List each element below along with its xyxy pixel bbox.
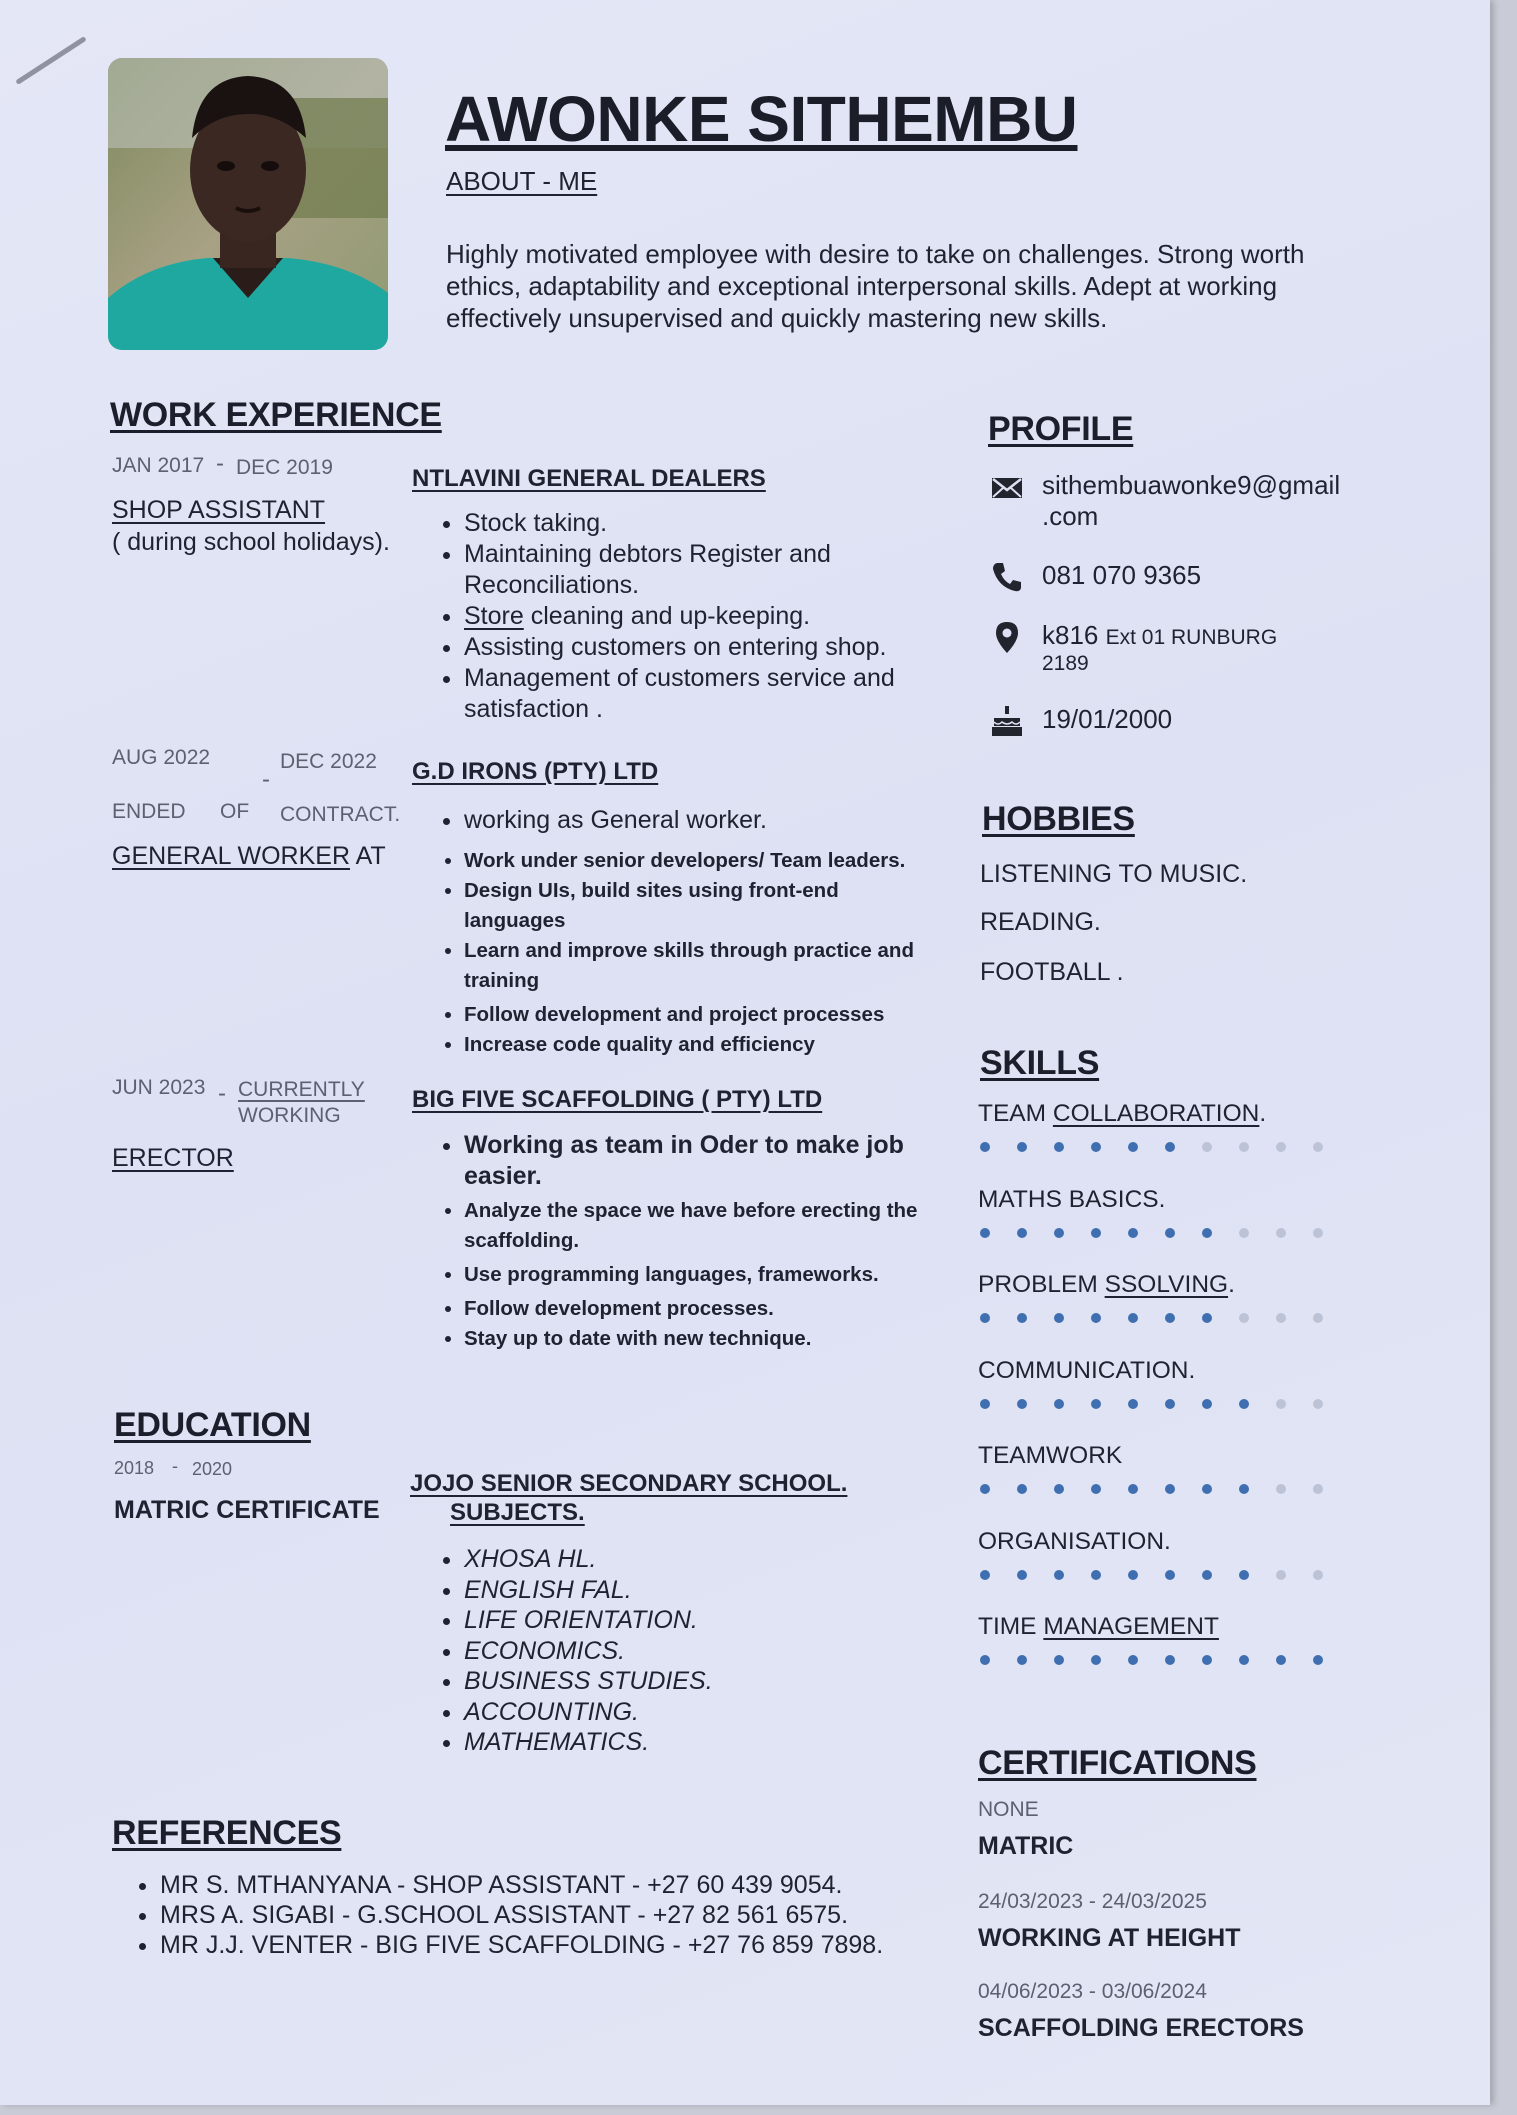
hobbies-title: HOBBIES [982,800,1135,838]
subject-item: • MATHEMATICS. [464,1727,864,1758]
duty-item: • Design UIs, build sites using front-end languages [464,876,934,936]
rating-dot-filled [980,1655,990,1665]
rating-dot-filled [1128,1484,1138,1494]
duty-item: • Work under senior developers/ Team leaders. [464,846,934,876]
skill-name: MATHS BASICS. [978,1185,1166,1213]
rating-dot-filled [1239,1655,1249,1665]
education-qualification: MATRIC CERTIFICATE [114,1496,380,1524]
duty-item: • Analyze the space we have before erecting the scaffolding. [464,1196,934,1256]
reference-item: • MR S. MTHANYANA - SHOP ASSISTANT - +27 60 439 9054. [160,1870,980,1900]
skills-title: SKILLS [980,1044,1100,1082]
skill-name: PROBLEM SSOLVING. [978,1271,1235,1298]
rating-dot-filled [1165,1313,1175,1323]
job-3-end: CURRENTLY [238,1078,365,1101]
rating-dot-filled [1276,1655,1286,1665]
address-code: 2189 [1042,652,1089,675]
rating-dot-filled [1202,1313,1212,1323]
job-2-ended-1: ENDED [112,800,186,823]
rating-dot-filled [1239,1399,1249,1409]
cert-date: 04/06/2023 - 03/06/2024 [978,1980,1207,2003]
rating-dot-empty [1313,1484,1323,1494]
job-3-role: ERECTOR [112,1144,234,1172]
address-main: k816 [1042,620,1099,650]
rating-dot-filled [1054,1570,1064,1580]
email-row [990,470,1340,532]
rating-dot-filled [1165,1142,1175,1152]
rating-dot-filled [1128,1570,1138,1580]
job-2-role-suffix: AT [355,842,386,870]
duty-item: • Working as team in Oder to make job easier. [464,1130,934,1192]
skill-rating [980,1313,1323,1323]
phone-icon [990,560,1024,594]
subject-item: • LIFE ORIENTATION. [464,1605,864,1636]
subject-item: • ENGLISH FAL. [464,1575,864,1606]
rating-dot-filled [1128,1142,1138,1152]
job-3-start: JUN 2023 [112,1076,206,1099]
hobby-item: READING. [980,908,1101,936]
rating-dot-filled [1091,1399,1101,1409]
rating-dot-filled [1165,1228,1175,1238]
rating-dot-filled [1017,1570,1027,1580]
subject-item: • ACCOUNTING. [464,1697,864,1728]
candidate-name: AWONKE SITHEMBU [445,83,1078,155]
location-pin-icon [990,620,1024,654]
rating-dot-filled [1054,1399,1064,1409]
job-2-ended-2: OF [220,800,250,823]
duty-item: • working as General worker. [464,805,954,836]
envelope-icon [990,470,1024,504]
rating-dot-filled [1165,1484,1175,1494]
duty-item: • Assisting customers on entering shop. [464,632,954,663]
job-1-duties [444,508,954,725]
hobby-item: LISTENING TO MUSIC. [980,860,1248,888]
job-1-company: NTLAVINI GENERAL DEALERS [412,465,766,492]
email-line-2: .com [1042,501,1099,531]
education-start: 2018 [114,1458,155,1478]
duty-item: • Stock taking. [464,508,954,539]
duty-item: • Follow development processes. [464,1294,934,1324]
phone-row [990,560,1201,594]
about-text: Highly motivated employee with desire to take on challenges. Strong worth ethics, adaptability and exceptional interpersonal skills. Adept at working effectively unsupervised and quickly mastering new skills. [446,239,1305,333]
rating-dot-filled [1091,1655,1101,1665]
duty-item: • Learn and improve skills through practice and training [464,936,934,996]
job-2-company: G.D IRONS (PTY) LTD [412,758,659,785]
education-sep: - [172,1456,178,1476]
reference-item: • MR J.J. VENTER - BIG FIVE SCAFFOLDING - +27 76 859 7898. [160,1930,980,1960]
rating-dot-filled [980,1142,990,1152]
rating-dot-filled [1202,1484,1212,1494]
rating-dot-empty [1239,1313,1249,1323]
phone-text: 081 070 9365 [1042,560,1202,590]
rating-dot-filled [1165,1399,1175,1409]
cake-icon [990,704,1024,738]
email-text [1042,470,1340,532]
rating-dot-filled [1091,1228,1101,1238]
rating-dot-filled [1017,1484,1027,1494]
rating-dot-filled [1128,1399,1138,1409]
school-name: JOJO SENIOR SECONDARY SCHOOL. [410,1470,848,1497]
profile-title: PROFILE [988,410,1134,448]
rating-dot-filled [1054,1313,1064,1323]
duty-item: • Store cleaning and up-keeping. [464,601,954,632]
rating-dot-empty [1313,1142,1323,1152]
job-3-duties-main [444,1130,934,1192]
rating-dot-filled [1091,1484,1101,1494]
rating-dot-filled [1054,1228,1064,1238]
duty-item: • Stay up to date with new technique. [464,1324,934,1354]
skill-underlined-word: COLLABORATION [1052,1100,1260,1127]
education-end: 2020 [192,1459,233,1479]
job-1-sep: - [216,450,224,477]
rating-dot-empty [1313,1313,1323,1323]
job-3-end-2: WORKING [238,1104,341,1127]
duty-item: • Follow development and project processes [464,1000,934,1030]
skill-rating [980,1142,1323,1152]
job-2-start: AUG 2022 [112,746,211,769]
skill-name: TEAMWORK [978,1442,1123,1469]
rating-dot-filled [1128,1313,1138,1323]
rating-dot-filled [1091,1142,1101,1152]
rating-dot-empty [1276,1313,1286,1323]
job-2-role-line [112,842,386,871]
skill-rating [980,1484,1323,1494]
rating-dot-empty [1276,1399,1286,1409]
cert-name: MATRIC [978,1832,1074,1860]
job-1-note: ( during school holidays). [112,528,390,556]
pen-mark [15,36,86,85]
skill-rating [980,1399,1323,1409]
rating-dot-filled [1017,1142,1027,1152]
skill-rating [980,1655,1323,1665]
rating-dot-empty [1276,1228,1286,1238]
rating-dot-filled [1165,1570,1175,1580]
duty-item: • Maintaining debtors Register and Reconciliations. [464,539,954,601]
cert-name: WORKING AT HEIGHT [978,1924,1241,1952]
subject-item: • ECONOMICS. [464,1636,864,1667]
work-experience-title: WORK EXPERIENCE [110,396,442,434]
profile-photo [108,58,388,350]
hobby-item: FOOTBALL . [980,958,1124,986]
job-3-duties [444,1196,934,1354]
rating-dot-filled [1017,1228,1027,1238]
rating-dot-filled [1202,1655,1212,1665]
rating-dot-filled [1017,1313,1027,1323]
job-1-end: DEC 2019 [236,456,333,479]
job-2-duties [444,846,934,1060]
rating-dot-filled [980,1313,990,1323]
rating-dot-filled [1128,1228,1138,1238]
rating-dot-filled [1202,1399,1212,1409]
cert-date: 24/03/2023 - 24/03/2025 [978,1890,1207,1913]
reference-item: • MRS A. SIGABI - G.SCHOOL ASSISTANT - +27 82 561 6575. [160,1900,980,1930]
job-2-duties-main [444,805,954,836]
rating-dot-filled [1165,1655,1175,1665]
job-2-end: DEC 2022 [280,750,377,773]
rating-dot-filled [980,1570,990,1580]
duty-item: • Management of customers service and satisfaction . [464,663,954,725]
rating-dot-empty [1202,1142,1212,1152]
skill-name: TIME MANAGEMENT [978,1613,1219,1640]
job-3-company: BIG FIVE SCAFFOLDING ( PTY) LTD [412,1086,823,1113]
certifications-title: CERTIFICATIONS [978,1744,1257,1782]
rating-dot-filled [1239,1570,1249,1580]
rating-dot-filled [1313,1655,1323,1665]
birthday-text: 19/01/2000 [1042,704,1173,734]
rating-dot-filled [980,1484,990,1494]
rating-dot-filled [1091,1570,1101,1580]
subject-item: • XHOSA HL. [464,1544,864,1575]
skill-underlined-word: MANAGEMENT [1043,1613,1219,1640]
address-rest: Ext 01 RUNBURG [1105,626,1278,649]
rating-dot-empty [1276,1142,1286,1152]
subjects-label: SUBJECTS. [450,1499,585,1526]
rating-dot-filled [1017,1655,1027,1665]
rating-dot-empty [1239,1142,1249,1152]
address-text [1042,620,1277,675]
rating-dot-empty [1276,1570,1286,1580]
rating-dot-empty [1313,1228,1323,1238]
rating-dot-filled [1054,1484,1064,1494]
rating-dot-filled [1202,1228,1212,1238]
subject-item: • BUSINESS STUDIES. [464,1666,864,1697]
rating-dot-filled [1091,1313,1101,1323]
education-title: EDUCATION [114,1406,311,1444]
duty-item: • Increase code quality and efficiency [464,1030,934,1060]
references-list [140,1870,980,1960]
store-word: Store [464,602,524,630]
skill-name: TEAM COLLABORATION. [978,1100,1267,1127]
job-2-role: GENERAL WORKER [112,842,351,870]
duty-item: • Use programming languages, frameworks. [464,1260,934,1290]
job-1-start: JAN 2017 [112,454,205,477]
cert-name: SCAFFOLDING ERECTORS [978,2014,1304,2042]
email-line-1: sithembuawonke9@gmail [1042,470,1341,500]
birthday-row [990,704,1172,738]
rating-dot-filled [1017,1399,1027,1409]
rating-dot-filled [1128,1655,1138,1665]
rating-dot-empty [1313,1399,1323,1409]
rating-dot-filled [980,1228,990,1238]
skill-underlined-word: SSOLVING [1104,1271,1229,1298]
rating-dot-filled [980,1399,990,1409]
references-title: REFERENCES [112,1814,342,1852]
rating-dot-filled [1054,1655,1064,1665]
skill-name: ORGANISATION. [978,1527,1171,1555]
rating-dot-empty [1313,1570,1323,1580]
rating-dot-filled [1202,1570,1212,1580]
job-3-sep: - [218,1080,226,1107]
rating-dot-empty [1276,1484,1286,1494]
about-title: ABOUT - ME [446,166,598,196]
address-row [990,620,1277,675]
rating-dot-empty [1239,1228,1249,1238]
skill-name: COMMUNICATION. [978,1356,1196,1384]
rating-dot-filled [1239,1484,1249,1494]
job-2-ended-3: CONTRACT. [280,803,401,826]
rating-dot-filled [1054,1142,1064,1152]
subjects-list [444,1544,864,1758]
cert-date: NONE [978,1798,1039,1821]
job-1-role: SHOP ASSISTANT [112,496,326,524]
skill-rating [980,1570,1323,1580]
skill-rating [980,1228,1323,1238]
job-2-sep: - [262,766,270,793]
